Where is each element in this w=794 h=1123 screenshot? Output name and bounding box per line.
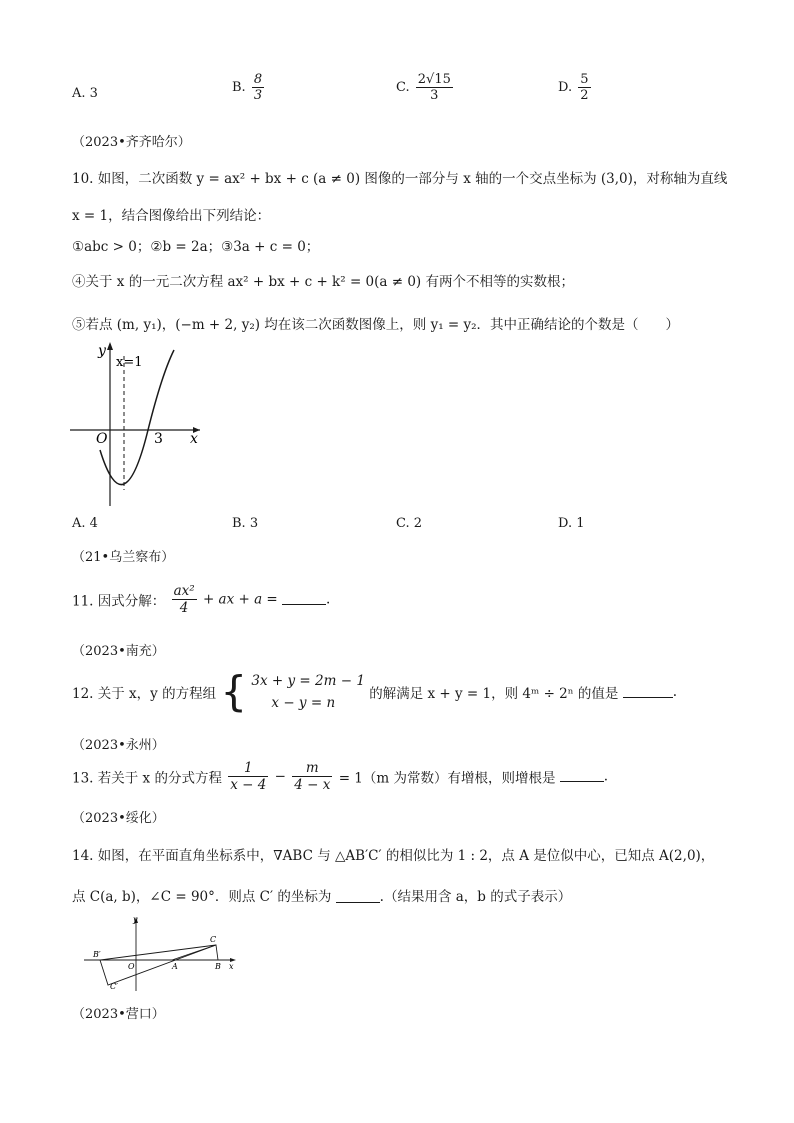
q9-option-c-den: 3	[416, 87, 453, 103]
q10-line3: ①abc > 0；②b = 2a；③3a + c = 0；	[72, 239, 320, 255]
q9-option-b	[232, 72, 266, 103]
q12-prefix: 12. 关于 x，y 的方程组	[72, 686, 217, 702]
q11-answer-blank[interactable]	[282, 590, 326, 605]
q10-parabola	[100, 350, 174, 485]
q9-option-c-letter: C.	[396, 80, 410, 95]
q13-fraction2	[292, 760, 332, 793]
q11-frac-den: 4	[172, 599, 197, 616]
q10-option-c: C. 2	[396, 516, 423, 531]
q9-source: （2023•齐齐哈尔）	[72, 135, 191, 150]
q13-suffix: = 1（m 为常数）有增根，则增根是	[338, 770, 556, 787]
q10-y-arrow	[107, 342, 113, 350]
q9-option-c	[396, 72, 455, 103]
q12-answer-blank[interactable]	[623, 683, 673, 698]
q13-source: （2023•绥化）	[72, 811, 165, 826]
q9-option-a: A. 3	[72, 86, 98, 101]
q12-brace: {	[220, 667, 248, 716]
q14-source: （2023•营口）	[72, 1007, 165, 1022]
q12-suffix: 的解满足 x + y = 1，则 4ᵐ ÷ 2ⁿ 的值是	[369, 686, 619, 702]
q9-option-d-den: 2	[580, 88, 589, 103]
q9-option-d-num: 5	[580, 72, 589, 87]
q10-line5: ⑤若点 (m, y₁)，(−m + 2, y₂) 均在该二次函数图像上，则 y₁ = y₂．其中正确结论的个数是（ ）	[72, 317, 680, 333]
q11-line	[72, 583, 330, 616]
q9-option-c-fraction	[416, 72, 453, 103]
q14-line2b: .（结果用含 a，b 的式子表示）	[379, 889, 572, 905]
q10-parabola-graph	[66, 338, 216, 513]
q11-source: （2023•南充）	[72, 644, 165, 659]
q11-prefix: 11. 因式分解：	[72, 593, 166, 610]
q14-label-b: B	[215, 962, 221, 971]
q9-option-c-num: 2√15	[417, 72, 451, 87]
q9-option-b-num: 8	[253, 72, 263, 87]
q14-label-c: C	[210, 935, 217, 944]
q13-prefix: 13. 若关于 x 的分式方程	[72, 770, 222, 787]
q10-line2: x = 1，结合图像给出下列结论：	[72, 208, 271, 224]
q9-option-d-fraction	[578, 72, 590, 103]
q10-label-y: y	[98, 343, 106, 359]
q10-option-a: A. 4	[72, 516, 98, 531]
q11-suffix: + ax + a =	[202, 591, 278, 608]
q12-eq1: 3x + y = 2m − 1	[251, 673, 365, 689]
q9-option-b-fraction	[252, 72, 264, 103]
q14-line2	[72, 885, 571, 905]
q11-end: .	[326, 591, 331, 608]
q13-line	[72, 760, 608, 793]
q14-label-a: A	[172, 962, 178, 971]
q11-frac-num: ax²	[173, 583, 195, 599]
q13-f2-num: m	[305, 760, 319, 776]
q10-option-d: D. 1	[558, 516, 585, 531]
q9-option-b-letter: B.	[232, 80, 246, 95]
q9-option-d-letter: D.	[558, 80, 573, 95]
q9-option-b-den: 3	[253, 88, 263, 103]
q14-answer-blank[interactable]	[336, 888, 380, 903]
q14-label-b-prime: B′	[93, 950, 101, 959]
q12-eq2: x − y = n	[271, 695, 336, 711]
q14-similarity-graph	[80, 915, 242, 995]
q11-fraction	[172, 583, 197, 616]
q12-source: （2023•永州）	[72, 738, 165, 753]
q9-option-d	[558, 72, 593, 103]
q13-fraction1	[228, 760, 268, 793]
q10-label-root: 3	[154, 431, 163, 447]
q12-end: .	[672, 684, 677, 700]
q10-option-b: B. 3	[232, 516, 259, 531]
q13-end: .	[603, 768, 609, 785]
q10-line4: ④关于 x 的一元二次方程 ax² + bx + c + k² = 0(a ≠ 0) 有两个不相等的实数根；	[72, 274, 574, 290]
q14-label-c-prime: C′	[110, 982, 118, 991]
q13-f1-den: x − 4	[230, 777, 267, 793]
q14-label-o: O	[128, 962, 135, 971]
q13-f2-den: 4 − x	[294, 777, 331, 793]
q14-label-x: x	[229, 962, 234, 971]
q10-label-x: x	[190, 431, 198, 447]
q10-label-origin: O	[96, 431, 108, 447]
q10-line1: 10. 如图，二次函数 y = ax² + bx + c (a ≠ 0) 图像的一部分与 x 轴的一个交点坐标为 (3,0)，对称轴为直线	[72, 171, 728, 187]
q14-line1: 14. 如图，在平面直角坐标系中，∇ABC 与 △AB′C′ 的相似比为 1 : 2，点 A 是位似中心，已知点 A(2,0)，	[72, 848, 715, 864]
q10-label-symmetry: x=1	[116, 355, 143, 370]
q13-f1-num: 1	[244, 760, 253, 776]
q14-line2a: 点 C(a, b)，∠C = 90°．则点 C′ 的坐标为	[72, 889, 332, 905]
q12-system	[251, 670, 365, 714]
q12-line	[72, 667, 677, 716]
q13-minus: −	[274, 768, 286, 785]
q13-answer-blank[interactable]	[560, 767, 604, 782]
q14-label-y: y	[133, 915, 138, 924]
q10-source: （21•乌兰察布）	[72, 550, 175, 565]
